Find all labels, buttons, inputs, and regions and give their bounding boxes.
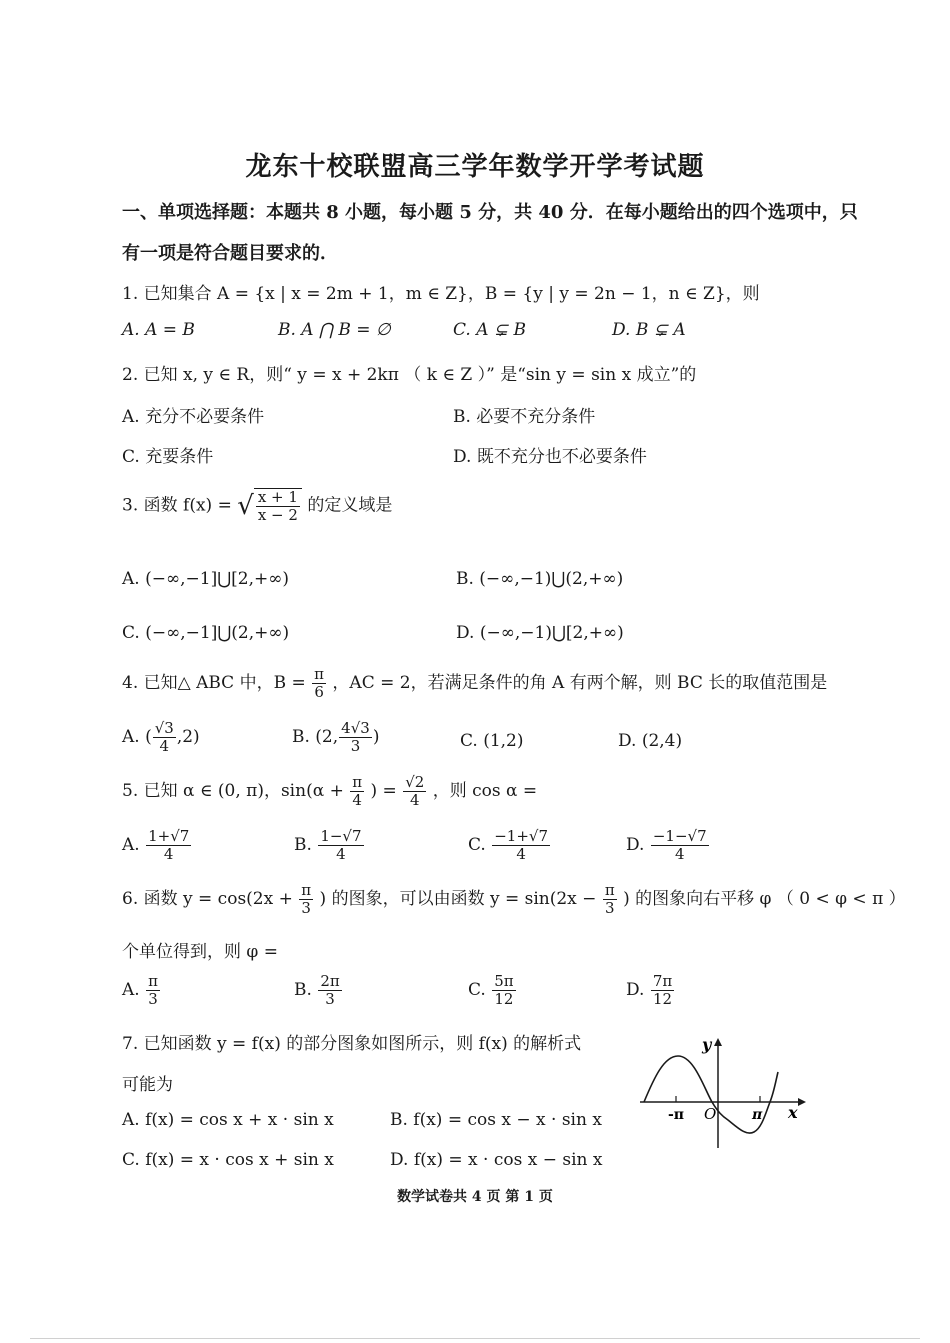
q5-stem-post: ，则 cos α = — [432, 781, 538, 801]
q6-option-c — [468, 973, 517, 1008]
q5-option-a-num: 1+√7 — [148, 827, 190, 845]
q5-stem-pre: 5. 已知 α ∈ (0, π)，sin(α + — [122, 781, 344, 801]
q5-option-d-label: D. — [626, 835, 645, 855]
q6-option-d-den: 12 — [653, 990, 673, 1008]
q3-option-d: D. (−∞,−1)⋃[2,+∞) — [456, 623, 624, 643]
section-heading-line1: 一、单项选择题：本题共 8 小题，每小题 5 分，共 40 分．在每小题给出的四个选项中，只 — [122, 202, 858, 223]
page-footer: 数学试卷共 4 页 第 1 页 — [397, 1189, 553, 1205]
q5-option-a-fraction — [146, 828, 191, 863]
q6-fraction-2-num: π — [604, 881, 615, 899]
q6-fraction-1-num: π — [301, 881, 312, 899]
neg-pi-label: -π — [668, 1107, 685, 1123]
q2-option-a: A. 充分不必要条件 — [122, 407, 265, 427]
q6-option-a — [122, 973, 161, 1008]
q4-option-a — [122, 720, 200, 755]
q5-option-c — [468, 828, 551, 863]
q6-fraction-1 — [299, 882, 313, 917]
q4-option-b-den: 3 — [350, 737, 361, 755]
q6-option-d — [626, 973, 675, 1008]
q6-stem-line2: 个单位得到，则 φ = — [122, 942, 278, 962]
q6-option-a-den: 3 — [148, 990, 158, 1008]
q6-option-b-label: B. — [294, 980, 312, 1000]
q6-option-b-num: 2π — [320, 972, 340, 990]
q5-option-c-num: −1+√7 — [494, 827, 549, 845]
q4-angle-fraction — [312, 666, 326, 701]
q6-stem-pre: 6. 函数 y = cos(2x + — [122, 889, 293, 909]
q4-option-c: C. (1,2) — [460, 731, 524, 751]
q4-option-b — [292, 720, 379, 755]
q3-option-c: C. (−∞,−1]⋃(2,+∞) — [122, 623, 290, 643]
section-heading-line2: 有一项是符合题目要求的． — [122, 243, 338, 264]
q4-angle-num: π — [314, 665, 325, 683]
q4-option-a-post: ,2) — [176, 727, 200, 747]
q4-angle-den: 6 — [314, 683, 324, 701]
q7-stem-line2: 可能为 — [122, 1075, 173, 1095]
q2-option-c: C. 充要条件 — [122, 447, 214, 467]
origin-label: O — [704, 1105, 717, 1123]
q5-option-c-fraction — [492, 828, 550, 863]
q6-fraction-2-den: 3 — [604, 899, 615, 917]
q5-option-d-num: −1−√7 — [652, 827, 707, 845]
q6-fraction-1-den: 3 — [301, 899, 311, 917]
q3-fraction-num: x + 1 — [257, 488, 298, 506]
q4-option-b-pre: B. (2, — [292, 727, 339, 747]
q5-option-b — [294, 828, 365, 863]
q5-option-b-den: 4 — [336, 845, 346, 863]
q3-stem — [122, 488, 392, 524]
q1-option-a: A. A = B — [122, 320, 195, 340]
x-axis-label: x — [788, 1103, 798, 1122]
page-bottom-divider — [30, 1338, 920, 1339]
q3-stem-pre: 3. 函数 f(x) = — [122, 495, 232, 516]
q5-stem-mid: ) = — [370, 781, 397, 801]
q1-option-b: B. A ⋂ B = ∅ — [278, 320, 391, 340]
q5-fraction-1-num: π — [352, 773, 363, 791]
q4-option-b-post: ) — [372, 727, 380, 747]
q6-option-c-label: C. — [468, 980, 486, 1000]
q5-option-a — [122, 828, 192, 863]
q6-option-c-num: 5π — [494, 972, 514, 990]
q7-stem: 7. 已知函数 y = f(x) 的部分图象如图所示，则 f(x) 的解析式 — [122, 1034, 582, 1054]
q3-radicand — [254, 488, 302, 524]
q5-fraction-1 — [350, 774, 364, 809]
q2-stem: 2. 已知 x, y ∈ R，则“ y = x + 2kπ （ k ∈ Z ）” 是“sin y = sin x 成立”的 — [122, 365, 697, 385]
q3-option-a: A. (−∞,−1]⋃[2,+∞) — [122, 569, 290, 589]
q6-option-d-num: 7π — [652, 972, 673, 990]
q5-fraction-2-num: √2 — [405, 773, 425, 791]
q5-option-c-den: 4 — [516, 845, 526, 863]
q6-option-b — [294, 973, 343, 1008]
y-axis-arrow — [714, 1038, 722, 1046]
q4-option-d: D. (2,4) — [618, 731, 683, 751]
q6-option-b-den: 3 — [325, 990, 335, 1008]
q6-option-a-label: A. — [122, 980, 140, 1000]
x-axis-arrow — [798, 1098, 806, 1106]
q1-option-c: C. A ⊊ B — [453, 320, 527, 340]
q3-stem-post: 的定义域是 — [307, 495, 393, 516]
sqrt-sign: √ — [237, 491, 254, 521]
q5-fraction-2 — [403, 774, 426, 809]
q6-option-d-label: D. — [626, 980, 645, 1000]
q4-stem-post: ，AC = 2，若满足条件的角 A 有两个解，则 BC 长的取值范围是 — [332, 673, 828, 693]
q6-option-a-num: π — [148, 972, 158, 990]
q5-option-c-label: C. — [468, 835, 486, 855]
q5-option-d-den: 4 — [674, 845, 685, 863]
pi-label: π — [752, 1107, 763, 1123]
q4-option-a-pre: A. ( — [122, 727, 152, 747]
q4-option-b-fraction — [339, 720, 372, 755]
q5-option-b-fraction — [318, 828, 363, 863]
q6-option-c-fraction — [492, 973, 515, 1008]
q5-option-b-num: 1−√7 — [320, 827, 362, 845]
q1-stem: 1. 已知集合 A = {x | x = 2m + 1，m ∈ Z}，B = {y | y = 2n − 1，n ∈ Z}，则 — [122, 284, 760, 304]
q5-fraction-1-den: 4 — [352, 791, 362, 809]
q5-option-a-label: A. — [122, 835, 140, 855]
q7-option-c: C. f(x) = x · cos x + sin x — [122, 1150, 334, 1170]
q6-option-b-fraction — [318, 973, 341, 1008]
q4-option-a-fraction — [153, 720, 176, 755]
exam-title: 龙东十校联盟高三学年数学开学考试题 — [245, 152, 705, 182]
q7-option-d: D. f(x) = x · cos x − sin x — [390, 1150, 603, 1170]
q2-option-b: B. 必要不充分条件 — [453, 407, 596, 427]
q4-stem-pre: 4. 已知△ ABC 中，B = — [122, 673, 306, 693]
q5-option-a-den: 4 — [163, 845, 174, 863]
q5-option-d — [626, 828, 710, 863]
q7-option-b: B. f(x) = cos x − x · sin x — [390, 1110, 602, 1130]
q6-stem-post: ) 的图象向右平移 φ （ 0 < φ < π ） — [623, 889, 906, 909]
q6-option-c-den: 12 — [494, 990, 514, 1008]
q3-fraction — [256, 489, 300, 524]
q3-fraction-den: x − 2 — [257, 506, 298, 524]
q5-fraction-2-den: 4 — [409, 791, 420, 809]
q6-stem-mid: ) 的图象，可以由函数 y = sin(2x − — [319, 889, 597, 909]
q5-stem — [122, 774, 537, 809]
q6-stem — [122, 882, 906, 917]
y-axis-label: y — [702, 1035, 712, 1054]
q5-option-d-fraction — [651, 828, 709, 863]
q7-function-graph — [638, 1032, 810, 1152]
q2-option-d: D. 既不充分也不必要条件 — [453, 447, 647, 467]
q4-stem — [122, 666, 827, 701]
q1-option-d: D. B ⊊ A — [612, 320, 686, 340]
q3-option-b: B. (−∞,−1)⋃(2,+∞) — [456, 569, 624, 589]
q7-option-a: A. f(x) = cos x + x · sin x — [122, 1110, 334, 1130]
q6-fraction-2 — [603, 882, 617, 917]
q6-option-a-fraction — [146, 973, 160, 1008]
q4-option-b-num: 4√3 — [341, 719, 370, 737]
q5-option-b-label: B. — [294, 835, 312, 855]
q4-option-a-den: 4 — [159, 737, 170, 755]
q6-option-d-fraction — [651, 973, 674, 1008]
q4-option-a-num: √3 — [154, 719, 174, 737]
